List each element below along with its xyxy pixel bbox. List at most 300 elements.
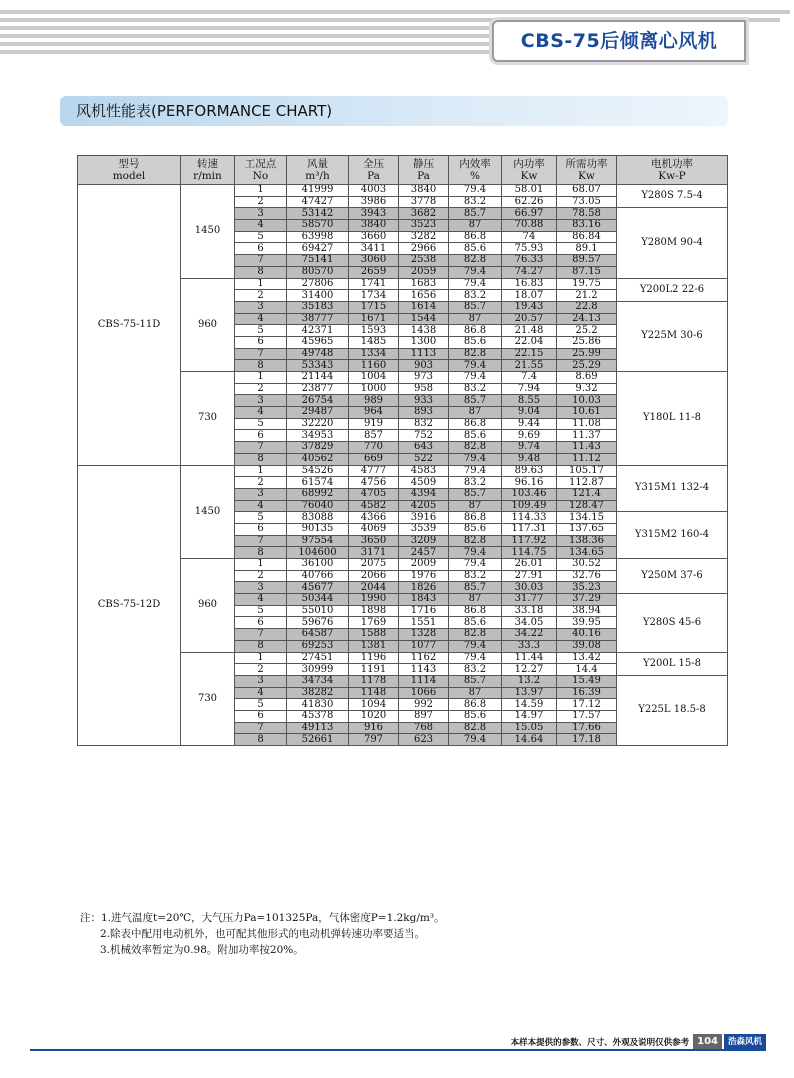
data-cell: 52661 bbox=[287, 734, 349, 746]
data-cell: 2 bbox=[235, 664, 287, 676]
data-cell: 7 bbox=[235, 255, 287, 267]
data-cell: 4 bbox=[235, 594, 287, 606]
data-cell: 7 bbox=[235, 629, 287, 641]
data-cell: 1004 bbox=[349, 372, 399, 384]
notes bbox=[80, 910, 740, 958]
data-cell: 1614 bbox=[399, 301, 449, 313]
data-cell: 6 bbox=[235, 523, 287, 535]
data-cell: 3660 bbox=[349, 231, 399, 243]
data-cell: 4366 bbox=[349, 512, 399, 524]
motor-cell: Y315M2 160-4 bbox=[617, 512, 728, 559]
data-cell: 78.58 bbox=[557, 208, 617, 220]
data-cell: 17.12 bbox=[557, 699, 617, 711]
data-cell: 9.48 bbox=[502, 453, 557, 465]
data-cell: 2538 bbox=[399, 255, 449, 267]
data-cell: 21144 bbox=[287, 372, 349, 384]
data-cell: 1077 bbox=[399, 640, 449, 652]
data-cell: 74.27 bbox=[502, 266, 557, 278]
header-cn: 内功率 bbox=[513, 158, 545, 170]
data-cell: 80570 bbox=[287, 266, 349, 278]
data-cell: 1734 bbox=[349, 290, 399, 302]
table-row bbox=[78, 465, 728, 477]
header-cn: 风量 bbox=[307, 158, 328, 170]
data-cell: 1671 bbox=[349, 313, 399, 325]
data-cell: 82.8 bbox=[449, 255, 502, 267]
data-cell: 85.6 bbox=[449, 523, 502, 535]
data-cell: 5 bbox=[235, 512, 287, 524]
data-cell: 916 bbox=[349, 722, 399, 734]
data-cell: 5 bbox=[235, 231, 287, 243]
data-cell: 50344 bbox=[287, 594, 349, 606]
data-cell: 9.44 bbox=[502, 418, 557, 430]
data-cell: 2075 bbox=[349, 559, 399, 571]
data-cell: 30.03 bbox=[502, 582, 557, 594]
data-cell: 138.36 bbox=[557, 535, 617, 547]
data-cell: 24.13 bbox=[557, 313, 617, 325]
data-cell: 7.94 bbox=[502, 383, 557, 395]
model-cell: CBS-75-11D bbox=[78, 185, 181, 466]
header-cell bbox=[502, 156, 557, 185]
data-cell: 87.15 bbox=[557, 266, 617, 278]
data-cell: 903 bbox=[399, 360, 449, 372]
data-cell: 38777 bbox=[287, 313, 349, 325]
data-cell: 21.48 bbox=[502, 325, 557, 337]
data-cell: 11.44 bbox=[502, 652, 557, 664]
data-cell: 79.4 bbox=[449, 266, 502, 278]
data-cell: 11.43 bbox=[557, 442, 617, 454]
data-cell: 4583 bbox=[399, 465, 449, 477]
data-cell: 25.2 bbox=[557, 325, 617, 337]
data-cell: 87 bbox=[449, 313, 502, 325]
data-cell: 13.97 bbox=[502, 687, 557, 699]
data-cell: 86.8 bbox=[449, 418, 502, 430]
data-cell: 1148 bbox=[349, 687, 399, 699]
data-cell: 13.42 bbox=[557, 652, 617, 664]
data-cell: 14.59 bbox=[502, 699, 557, 711]
data-cell: 1551 bbox=[399, 617, 449, 629]
data-cell: 62.26 bbox=[502, 196, 557, 208]
data-cell: 11.08 bbox=[557, 418, 617, 430]
data-cell: 2 bbox=[235, 477, 287, 489]
motor-cell: Y225L 18.5-8 bbox=[617, 675, 728, 745]
data-cell: 8 bbox=[235, 266, 287, 278]
header-cn: 静压 bbox=[413, 158, 434, 170]
data-cell: 1898 bbox=[349, 605, 399, 617]
data-cell: 6 bbox=[235, 617, 287, 629]
data-cell: 128.47 bbox=[557, 500, 617, 512]
data-cell: 14.64 bbox=[502, 734, 557, 746]
data-cell: 87 bbox=[449, 407, 502, 419]
data-cell: 41999 bbox=[287, 185, 349, 197]
header-en: Kw bbox=[520, 170, 538, 182]
data-cell: 1334 bbox=[349, 348, 399, 360]
data-cell: 5 bbox=[235, 325, 287, 337]
data-cell: 19.75 bbox=[557, 278, 617, 290]
data-cell: 8 bbox=[235, 453, 287, 465]
data-cell: 1683 bbox=[399, 278, 449, 290]
motor-cell: Y180L 11-8 bbox=[617, 372, 728, 466]
data-cell: 22.8 bbox=[557, 301, 617, 313]
data-cell: 15.05 bbox=[502, 722, 557, 734]
data-cell: 17.57 bbox=[557, 710, 617, 722]
data-cell: 83088 bbox=[287, 512, 349, 524]
header-cell bbox=[349, 156, 399, 185]
data-cell: 8.69 bbox=[557, 372, 617, 384]
data-cell: 37829 bbox=[287, 442, 349, 454]
header-cn: 型号 bbox=[118, 158, 140, 170]
data-cell: 34734 bbox=[287, 675, 349, 687]
data-cell: 25.86 bbox=[557, 336, 617, 348]
data-cell: 9.04 bbox=[502, 407, 557, 419]
data-cell: 86.8 bbox=[449, 325, 502, 337]
data-cell: 22.15 bbox=[502, 348, 557, 360]
data-cell: 5 bbox=[235, 418, 287, 430]
data-cell: 53343 bbox=[287, 360, 349, 372]
data-cell: 7 bbox=[235, 348, 287, 360]
data-cell: 1 bbox=[235, 278, 287, 290]
data-cell: 522 bbox=[399, 453, 449, 465]
data-cell: 85.7 bbox=[449, 208, 502, 220]
footer bbox=[511, 1034, 766, 1050]
data-cell: 86.84 bbox=[557, 231, 617, 243]
data-cell: 79.4 bbox=[449, 652, 502, 664]
header-cell bbox=[399, 156, 449, 185]
data-cell: 3060 bbox=[349, 255, 399, 267]
data-cell: 958 bbox=[399, 383, 449, 395]
data-cell: 768 bbox=[399, 722, 449, 734]
motor-cell: Y200L 15-8 bbox=[617, 652, 728, 675]
data-cell: 2659 bbox=[349, 266, 399, 278]
data-cell: 109.49 bbox=[502, 500, 557, 512]
data-cell: 53142 bbox=[287, 208, 349, 220]
speed-cell: 960 bbox=[181, 559, 235, 653]
data-cell: 3539 bbox=[399, 523, 449, 535]
data-cell: 1741 bbox=[349, 278, 399, 290]
data-cell: 3 bbox=[235, 301, 287, 313]
data-cell: 86.8 bbox=[449, 699, 502, 711]
data-cell: 19.43 bbox=[502, 301, 557, 313]
model-cell: CBS-75-12D bbox=[78, 465, 181, 746]
data-cell: 7 bbox=[235, 442, 287, 454]
data-cell: 23877 bbox=[287, 383, 349, 395]
data-cell: 59676 bbox=[287, 617, 349, 629]
data-cell: 75.93 bbox=[502, 243, 557, 255]
data-cell: 1020 bbox=[349, 710, 399, 722]
data-cell: 1160 bbox=[349, 360, 399, 372]
data-cell: 4069 bbox=[349, 523, 399, 535]
header-cn: 所需功率 bbox=[565, 158, 608, 170]
data-cell: 12.27 bbox=[502, 664, 557, 676]
data-cell: 14.4 bbox=[557, 664, 617, 676]
header-cell bbox=[181, 156, 235, 185]
data-cell: 40766 bbox=[287, 570, 349, 582]
data-cell: 3 bbox=[235, 395, 287, 407]
speed-cell: 730 bbox=[181, 372, 235, 466]
data-cell: 964 bbox=[349, 407, 399, 419]
data-cell: 1544 bbox=[399, 313, 449, 325]
data-cell: 85.6 bbox=[449, 710, 502, 722]
data-cell: 1191 bbox=[349, 664, 399, 676]
data-cell: 29487 bbox=[287, 407, 349, 419]
data-cell: 992 bbox=[399, 699, 449, 711]
header-cn: 电机功率 bbox=[651, 158, 693, 170]
data-cell: 6 bbox=[235, 243, 287, 255]
table-body bbox=[78, 185, 728, 746]
data-cell: 83.2 bbox=[449, 664, 502, 676]
data-cell: 3 bbox=[235, 675, 287, 687]
brand-label: 浩森风机 bbox=[724, 1034, 766, 1050]
data-cell: 797 bbox=[349, 734, 399, 746]
data-cell: 96.16 bbox=[502, 477, 557, 489]
data-cell: 27.91 bbox=[502, 570, 557, 582]
speed-cell: 960 bbox=[181, 278, 235, 372]
data-cell: 45378 bbox=[287, 710, 349, 722]
data-cell: 1196 bbox=[349, 652, 399, 664]
data-cell: 1 bbox=[235, 372, 287, 384]
data-cell: 37.29 bbox=[557, 594, 617, 606]
data-cell: 4 bbox=[235, 687, 287, 699]
data-cell: 16.83 bbox=[502, 278, 557, 290]
data-cell: 64587 bbox=[287, 629, 349, 641]
data-cell: 82.8 bbox=[449, 629, 502, 641]
data-cell: 3282 bbox=[399, 231, 449, 243]
data-cell: 14.97 bbox=[502, 710, 557, 722]
data-cell: 27451 bbox=[287, 652, 349, 664]
data-cell: 35.23 bbox=[557, 582, 617, 594]
page-title-box bbox=[492, 20, 746, 62]
data-cell: 86.8 bbox=[449, 605, 502, 617]
header-en: Kw-P bbox=[658, 170, 686, 182]
data-cell: 4 bbox=[235, 220, 287, 232]
data-cell: 79.4 bbox=[449, 185, 502, 197]
header-cell bbox=[449, 156, 502, 185]
data-cell: 3778 bbox=[399, 196, 449, 208]
header-cn: 内效率 bbox=[459, 158, 491, 170]
table-header-row bbox=[78, 156, 728, 185]
data-cell: 58.01 bbox=[502, 185, 557, 197]
data-cell: 22.04 bbox=[502, 336, 557, 348]
data-cell: 3943 bbox=[349, 208, 399, 220]
data-cell: 4777 bbox=[349, 465, 399, 477]
data-cell: 34.05 bbox=[502, 617, 557, 629]
data-cell: 1000 bbox=[349, 383, 399, 395]
header-cn: 转速 bbox=[197, 158, 218, 170]
data-cell: 4705 bbox=[349, 488, 399, 500]
data-cell: 2059 bbox=[399, 266, 449, 278]
data-cell: 1438 bbox=[399, 325, 449, 337]
data-cell: 2 bbox=[235, 290, 287, 302]
data-cell: 1114 bbox=[399, 675, 449, 687]
data-cell: 85.7 bbox=[449, 582, 502, 594]
data-cell: 83.2 bbox=[449, 383, 502, 395]
data-cell: 1113 bbox=[399, 348, 449, 360]
header-cell bbox=[557, 156, 617, 185]
data-cell: 134.65 bbox=[557, 547, 617, 559]
data-cell: 87 bbox=[449, 220, 502, 232]
data-cell: 5 bbox=[235, 605, 287, 617]
data-cell: 2 bbox=[235, 570, 287, 582]
data-cell: 2 bbox=[235, 383, 287, 395]
data-cell: 21.55 bbox=[502, 360, 557, 372]
data-cell: 49748 bbox=[287, 348, 349, 360]
data-cell: 3986 bbox=[349, 196, 399, 208]
data-cell: 87 bbox=[449, 500, 502, 512]
data-cell: 85.6 bbox=[449, 617, 502, 629]
data-cell: 1094 bbox=[349, 699, 399, 711]
data-cell: 3650 bbox=[349, 535, 399, 547]
data-cell: 7 bbox=[235, 722, 287, 734]
data-cell: 82.8 bbox=[449, 722, 502, 734]
data-cell: 3916 bbox=[399, 512, 449, 524]
data-cell: 6 bbox=[235, 430, 287, 442]
data-cell: 17.18 bbox=[557, 734, 617, 746]
header-en: % bbox=[470, 170, 480, 182]
data-cell: 4003 bbox=[349, 185, 399, 197]
motor-cell: Y225M 30-6 bbox=[617, 301, 728, 371]
data-cell: 31400 bbox=[287, 290, 349, 302]
data-cell: 8 bbox=[235, 640, 287, 652]
data-cell: 1843 bbox=[399, 594, 449, 606]
data-cell: 35183 bbox=[287, 301, 349, 313]
data-cell: 85.7 bbox=[449, 675, 502, 687]
data-cell: 832 bbox=[399, 418, 449, 430]
data-cell: 1593 bbox=[349, 325, 399, 337]
speed-cell: 1450 bbox=[181, 185, 235, 279]
data-cell: 121.4 bbox=[557, 488, 617, 500]
data-cell: 13.2 bbox=[502, 675, 557, 687]
data-cell: 1162 bbox=[399, 652, 449, 664]
data-cell: 3840 bbox=[349, 220, 399, 232]
motor-cell: Y250M 37-6 bbox=[617, 559, 728, 594]
data-cell: 1178 bbox=[349, 675, 399, 687]
data-cell: 87 bbox=[449, 687, 502, 699]
data-cell: 76.33 bbox=[502, 255, 557, 267]
data-cell: 3171 bbox=[349, 547, 399, 559]
data-cell: 2044 bbox=[349, 582, 399, 594]
data-cell: 33.3 bbox=[502, 640, 557, 652]
header-en: Kw bbox=[578, 170, 595, 182]
data-cell: 2457 bbox=[399, 547, 449, 559]
data-cell: 11.37 bbox=[557, 430, 617, 442]
data-cell: 45965 bbox=[287, 336, 349, 348]
data-cell: 17.66 bbox=[557, 722, 617, 734]
data-cell: 79.4 bbox=[449, 640, 502, 652]
data-cell: 82.8 bbox=[449, 535, 502, 547]
data-cell: 61574 bbox=[287, 477, 349, 489]
data-cell: 105.17 bbox=[557, 465, 617, 477]
section-title: 风机性能表(PERFORMANCE CHART) bbox=[76, 102, 333, 120]
data-cell: 73.05 bbox=[557, 196, 617, 208]
table-row bbox=[78, 185, 728, 197]
data-cell: 89.63 bbox=[502, 465, 557, 477]
data-cell: 36100 bbox=[287, 559, 349, 571]
data-cell: 63998 bbox=[287, 231, 349, 243]
data-cell: 1716 bbox=[399, 605, 449, 617]
data-cell: 11.12 bbox=[557, 453, 617, 465]
data-cell: 83.2 bbox=[449, 570, 502, 582]
header-cell bbox=[78, 156, 181, 185]
data-cell: 85.7 bbox=[449, 395, 502, 407]
data-cell: 8 bbox=[235, 360, 287, 372]
data-cell: 90135 bbox=[287, 523, 349, 535]
data-cell: 3 bbox=[235, 208, 287, 220]
data-cell: 137.65 bbox=[557, 523, 617, 535]
data-cell: 1 bbox=[235, 652, 287, 664]
performance-table bbox=[77, 155, 728, 746]
header-en: No bbox=[252, 170, 269, 182]
data-cell: 1300 bbox=[399, 336, 449, 348]
header-cell bbox=[617, 156, 728, 185]
data-cell: 4509 bbox=[399, 477, 449, 489]
data-cell: 1328 bbox=[399, 629, 449, 641]
data-cell: 79.4 bbox=[449, 559, 502, 571]
data-cell: 6 bbox=[235, 710, 287, 722]
data-cell: 68992 bbox=[287, 488, 349, 500]
data-cell: 6 bbox=[235, 336, 287, 348]
data-cell: 1976 bbox=[399, 570, 449, 582]
data-cell: 69253 bbox=[287, 640, 349, 652]
data-cell: 42371 bbox=[287, 325, 349, 337]
data-cell: 49113 bbox=[287, 722, 349, 734]
data-cell: 2066 bbox=[349, 570, 399, 582]
data-cell: 2009 bbox=[399, 559, 449, 571]
data-cell: 20.57 bbox=[502, 313, 557, 325]
data-cell: 4582 bbox=[349, 500, 399, 512]
header-en: Pa bbox=[417, 170, 430, 182]
data-cell: 70.88 bbox=[502, 220, 557, 232]
data-cell: 112.87 bbox=[557, 477, 617, 489]
data-cell: 34953 bbox=[287, 430, 349, 442]
data-cell: 82.8 bbox=[449, 442, 502, 454]
data-cell: 1715 bbox=[349, 301, 399, 313]
data-cell: 31.77 bbox=[502, 594, 557, 606]
data-cell: 4205 bbox=[399, 500, 449, 512]
data-cell: 82.8 bbox=[449, 348, 502, 360]
data-cell: 8.55 bbox=[502, 395, 557, 407]
motor-cell: Y280S 45-6 bbox=[617, 594, 728, 652]
data-cell: 97554 bbox=[287, 535, 349, 547]
data-cell: 86.8 bbox=[449, 512, 502, 524]
data-cell: 83.2 bbox=[449, 196, 502, 208]
data-cell: 30999 bbox=[287, 664, 349, 676]
motor-cell: Y200L2 22-6 bbox=[617, 278, 728, 301]
data-cell: 87 bbox=[449, 594, 502, 606]
data-cell: 4 bbox=[235, 407, 287, 419]
data-cell: 989 bbox=[349, 395, 399, 407]
data-cell: 857 bbox=[349, 430, 399, 442]
data-cell: 79.4 bbox=[449, 372, 502, 384]
data-cell: 69427 bbox=[287, 243, 349, 255]
header-en: m³/h bbox=[305, 170, 330, 182]
data-cell: 45677 bbox=[287, 582, 349, 594]
data-cell: 25.29 bbox=[557, 360, 617, 372]
data-cell: 3840 bbox=[399, 185, 449, 197]
data-cell: 4 bbox=[235, 500, 287, 512]
data-cell: 623 bbox=[399, 734, 449, 746]
data-cell: 86.8 bbox=[449, 231, 502, 243]
data-cell: 1990 bbox=[349, 594, 399, 606]
data-cell: 897 bbox=[399, 710, 449, 722]
data-cell: 85.6 bbox=[449, 430, 502, 442]
data-cell: 21.2 bbox=[557, 290, 617, 302]
data-cell: 26.01 bbox=[502, 559, 557, 571]
data-cell: 83.16 bbox=[557, 220, 617, 232]
data-cell: 103.46 bbox=[502, 488, 557, 500]
note-3: 3.机械效率暂定为0.98。附加功率按20%。 bbox=[100, 944, 304, 956]
note-2: 2.除表中配用电动机外，也可配其他形式的电动机弹转速功率要适当。 bbox=[100, 928, 426, 940]
page-number: 104 bbox=[693, 1034, 722, 1050]
data-cell: 117.31 bbox=[502, 523, 557, 535]
